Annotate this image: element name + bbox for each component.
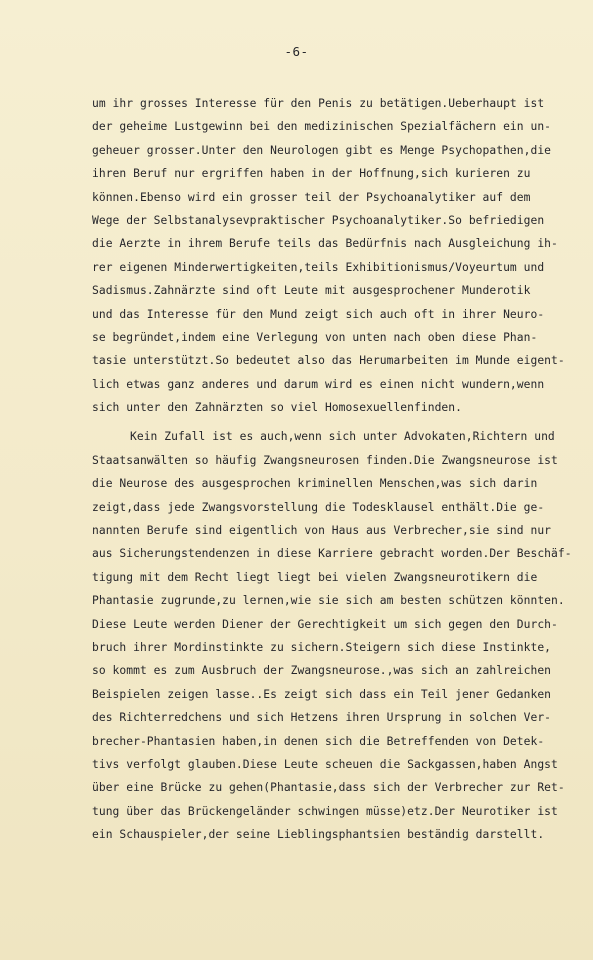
- body-text: [92, 92, 572, 847]
- text-line: bruch ihrer Mordinstinkte zu sichern.Steigern sich diese Instinkte,: [92, 640, 552, 654]
- text-line: Diese Leute werden Diener der Gerechtigkeit um sich gegen den Durch-: [92, 617, 558, 631]
- text-line: Wege der Selbstanalysevpraktischer Psychoanalytiker.So befriedigen: [92, 213, 545, 227]
- text-line: Beispielen zeigen lasse..Es zeigt sich dass ein Teil jener Gedanken: [92, 687, 552, 701]
- text-line: um ihr grosses Interesse für den Penis zu betätigen.Ueberhaupt ist: [92, 97, 545, 110]
- text-line: Sadismus.Zahnärzte sind oft Leute mit ausgesprochener Munderotik: [92, 284, 531, 298]
- text-line: der geheime Lustgewinn bei den medizinischen Spezialfächern ein un-: [92, 120, 552, 134]
- text-line: zeigt,dass jede Zwangsvorstellung die Todesklausel enthält.Die ge-: [92, 500, 545, 514]
- text-line: brecher-Phantasien haben,in denen sich die Betreffenden von Detek-: [92, 734, 545, 748]
- text-line: und das Interesse für den Mund zeigt sich auch oft in ihrer Neuro-: [92, 307, 545, 321]
- text-line: Staatsanwälten so häufig Zwangsneurosen finden.Die Zwangsneurose ist: [92, 453, 558, 467]
- text-line: über eine Brücke zu gehen(Phantasie,dass sich der Verbrecher zur Ret-: [92, 781, 565, 795]
- text-line: die Aerzte in ihrem Berufe teils das Bedürfnis nach Ausgleichung ih-: [92, 237, 558, 251]
- paragraph-2: [92, 425, 572, 846]
- text-line: die Neurose des ausgesprochen kriminellen Menschen,was sich darin: [92, 477, 538, 491]
- text-line: tivs verfolgt glauben.Diese Leute scheuen die Sackgassen,haben Angst: [92, 757, 558, 771]
- text-line: rer eigenen Minderwertigkeiten,teils Exhibitionismus/Voyeurtum und: [92, 260, 545, 274]
- text-line: ihren Beruf nur ergriffen haben in der Hoffnung,sich kurieren zu: [92, 167, 531, 181]
- page-number: -6-: [284, 44, 309, 59]
- text-line: tung über das Brückengeländer schwingen müsse)etz.Der Neurotiker ist: [92, 804, 558, 818]
- text-line: lich etwas ganz anderes und darum wird es einen nicht wundern,wenn: [92, 377, 545, 391]
- text-line: geheuer grosser.Unter den Neurologen gibt es Menge Psychopathen,die: [92, 143, 552, 157]
- paragraph-1: [92, 92, 572, 419]
- text-line: ein Schauspieler,der seine Lieblingsphantsien beständig darstellt.: [92, 828, 545, 842]
- text-line: so kommt es zum Ausbruch der Zwangsneurose.,was sich an zahlreichen: [92, 664, 552, 678]
- text-line: des Richterredchens und sich Hetzens ihren Ursprung in solchen Ver-: [92, 711, 552, 725]
- text-line: Kein Zufall ist es auch,wenn sich unter Advokaten,Richtern und: [130, 430, 555, 444]
- text-line: sich unter den Zahnärzten so viel Homosexuellenfinden.: [92, 401, 462, 415]
- text-line: tigung mit dem Recht liegt liegt bei vielen Zwangsneurotikern die: [92, 570, 538, 584]
- text-line: tasie unterstützt.So bedeutet also das Herumarbeiten im Munde eigent-: [92, 354, 565, 368]
- text-line: nannten Berufe sind eigentlich von Haus aus Verbrecher,sie sind nur: [92, 524, 552, 538]
- text-line: se begründet,indem eine Verlegung von unten nach oben diese Phan-: [92, 330, 538, 344]
- text-line: können.Ebenso wird ein grosser teil der Psychoanalytiker auf dem: [92, 190, 531, 204]
- text-line: Phantasie zugrunde,zu lernen,wie sie sich am besten schützen könnten.: [92, 594, 565, 608]
- text-line: aus Sicherungstendenzen in diese Karriere gebracht worden.Der Beschäf-: [92, 547, 572, 561]
